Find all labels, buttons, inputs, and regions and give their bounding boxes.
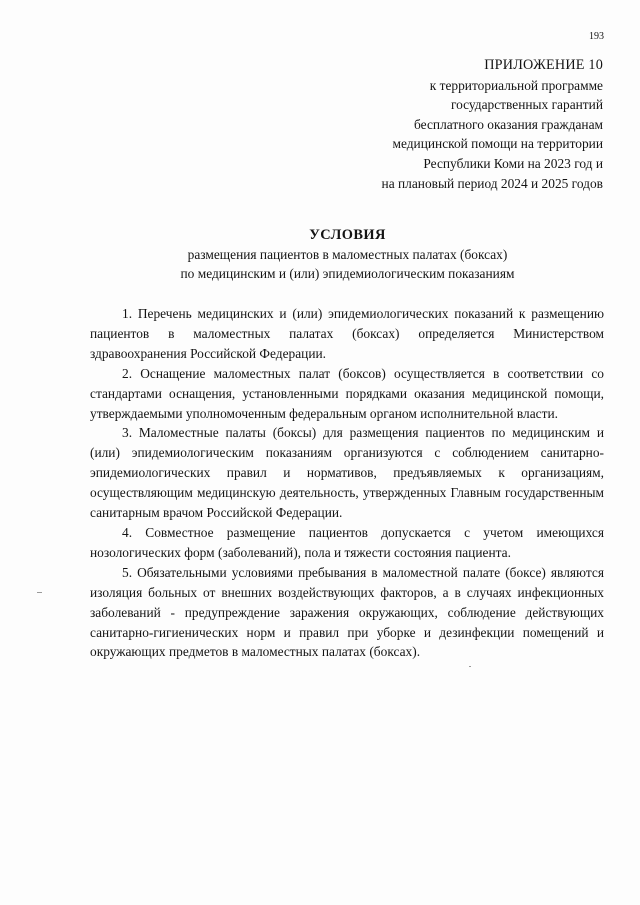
paragraph-1: 1. Перечень медицинских и (или) эпидемиологических показаний к размещению пациентов в маломестных палатах (боксах) определяется Министерством здравоохранения Российской Федерации. (90, 306, 604, 361)
paragraph-3: 3. Маломестные палаты (боксы) для размещения пациентов по медицинским и (или) эпидемиологическим показаниям организуются с соблюдением санитарно-эпидемиологических правил и нормативов, предъявляемых к организациям, осуществляющим медицинскую деятельность, утвержденных Главным государственным санитарным врачом Российской Федерации. (90, 425, 604, 521)
paragraph-4: 4. Совместное размещение пациентов допускается с учетом имеющихся нозологических форм (заболеваний), пола и тяжести состояния пациента. (90, 524, 604, 560)
scan-artifact-mark (469, 666, 471, 667)
document-subtitle-line: по медицинским и (или) эпидемиологическим показаниям (180, 266, 515, 281)
appendix-line: к территориальной программе (429, 77, 603, 93)
paragraph-5: 5. Обязательными условиями пребывания в маломестной палате (боксе) являются изоляция больных от внешних воздействующих факторов, а в случаях инфекционных заболеваний - предупреждение заражения окружающих, соблюдение действующих санитарно-гигиенических норм и правил при уборке и дезинфекции помещений и окружающих предметов в маломестных палатах (боксах). (90, 564, 604, 660)
page-number: 193 (589, 31, 604, 42)
scan-artifact-mark (37, 592, 42, 593)
document-body (90, 304, 604, 662)
appendix-line: бесплатного оказания гражданам (414, 116, 603, 132)
appendix-line: Республики Коми на 2023 год и (423, 155, 603, 171)
document-title-block (100, 226, 595, 283)
paragraph-2: 2. Оснащение маломестных палат (боксов) осуществляется в соответствии со стандартами оснащения, установленными порядками оказания медицинской помощи, утверждаемыми уполномоченным федеральным органом исполнительной власти. (90, 365, 604, 421)
document-title: УСЛОВИЯ (309, 227, 386, 243)
appendix-heading: ПРИЛОЖЕНИЕ 10 (484, 57, 603, 73)
appendix-line: медицинской помощи на территории (392, 136, 603, 152)
appendix-header (273, 56, 603, 193)
document-subtitle-line: размещения пациентов в маломестных палатах (боксах) (187, 247, 508, 262)
appendix-line: на плановый период 2024 и 2025 годов (381, 175, 603, 191)
appendix-line: государственных гарантий (450, 97, 603, 113)
